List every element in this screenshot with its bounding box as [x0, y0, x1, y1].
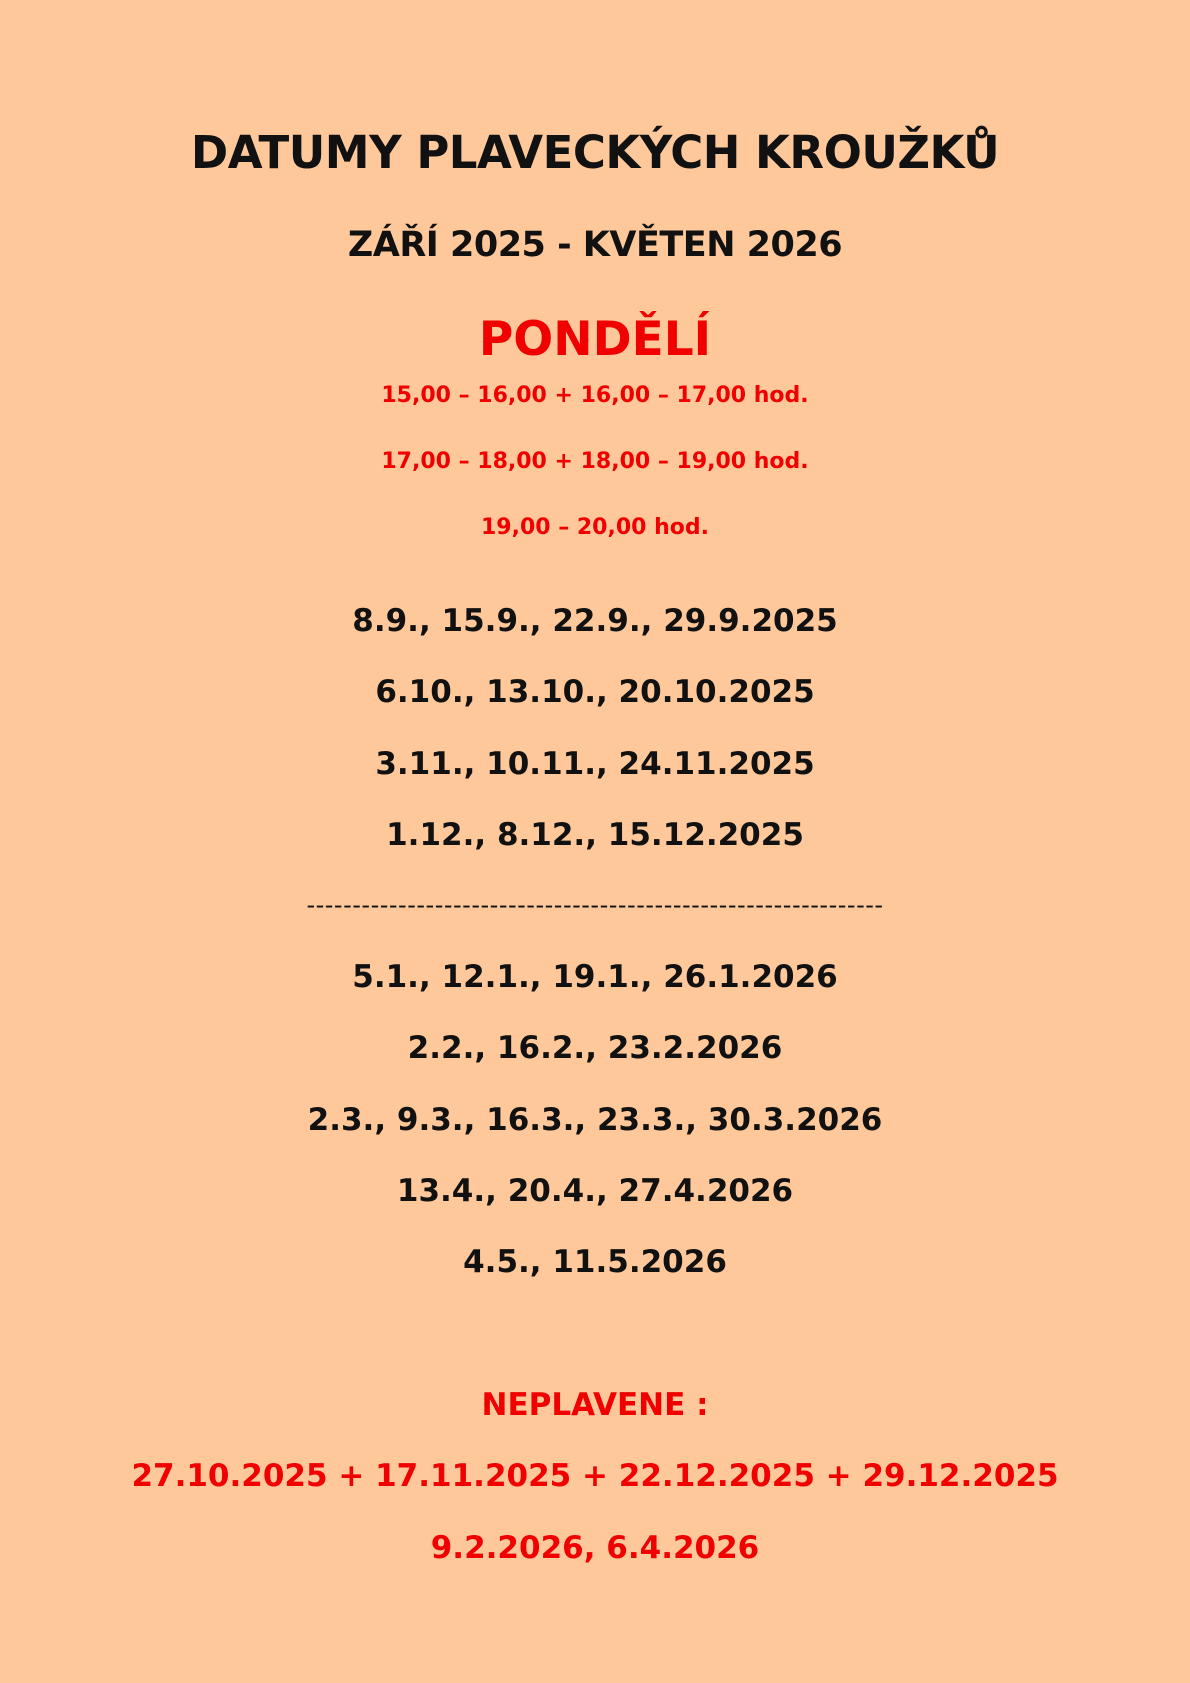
dates-may: 4.5., 11.5.2026 — [463, 1244, 727, 1280]
time-slot-3: 19,00 – 20,00 hod. — [480, 515, 710, 540]
dates-september: 8.9., 15.9., 22.9., 29.9.2025 — [352, 603, 838, 639]
time-slot-2: 17,00 – 18,00 + 18,00 – 19,00 hod. — [381, 449, 809, 474]
dates-january: 5.1., 12.1., 19.1., 26.1.2026 — [352, 959, 838, 995]
time-slot-1: 15,00 – 16,00 + 16,00 – 17,00 hod. — [381, 383, 809, 408]
unswum-dates-1: 27.10.2025 + 17.11.2025 + 22.12.2025 + 29.12.2025 — [131, 1458, 1059, 1494]
dates-december: 1.12., 8.12., 15.12.2025 — [386, 817, 804, 853]
dates-october: 6.10., 13.10., 20.10.2025 — [375, 674, 815, 710]
period-subtitle: ZÁŘÍ 2025 - KVĚTEN 2026 — [347, 225, 843, 265]
dates-february: 2.2., 16.2., 23.2.2026 — [407, 1030, 783, 1066]
year-separator: --------------------------------------------------------------- — [306, 891, 884, 919]
dates-march: 2.3., 9.3., 16.3., 23.3., 30.3.2026 — [307, 1102, 883, 1138]
weekday-heading: PONDĚLÍ — [478, 312, 712, 367]
page-title: DATUMY PLAVECKÝCH KROUŽKŮ — [190, 126, 1000, 179]
dates-april: 13.4., 20.4., 27.4.2026 — [396, 1173, 794, 1209]
dates-november: 3.11., 10.11., 24.11.2025 — [375, 746, 815, 782]
unswum-label: NEPLAVENE : — [481, 1387, 709, 1423]
unswum-dates-2: 9.2.2026, 6.4.2026 — [430, 1530, 760, 1566]
